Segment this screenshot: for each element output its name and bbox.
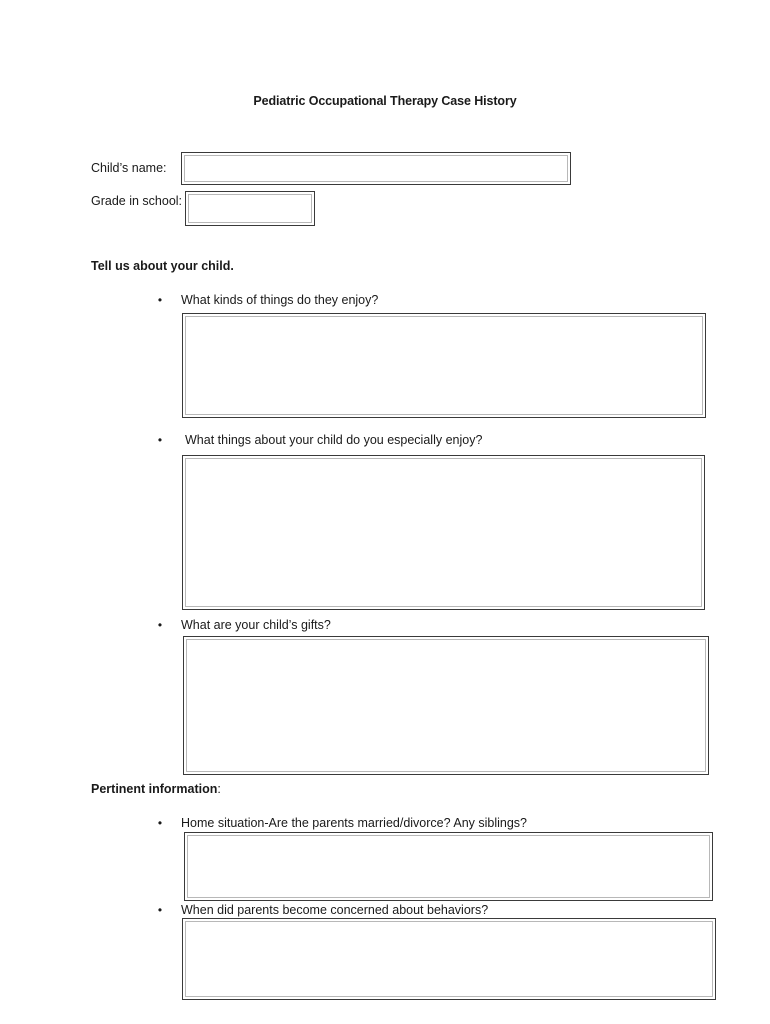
- childs-name-field[interactable]: [181, 152, 571, 185]
- home-situation-field[interactable]: [184, 832, 713, 901]
- section-heading-colon: :: [217, 782, 221, 796]
- grade-field[interactable]: [185, 191, 315, 226]
- concerned-field[interactable]: [182, 918, 716, 1000]
- childs-name-label: Child’s name:: [91, 161, 167, 175]
- question-gifts-label: What are your child’s gifts?: [181, 618, 331, 632]
- bullet: •: [157, 903, 163, 917]
- especially-enjoy-field[interactable]: [182, 455, 705, 610]
- bullet: •: [157, 618, 163, 632]
- form-title: Pediatric Occupational Therapy Case History: [253, 94, 517, 108]
- section-heading-tell-us: Tell us about your child.: [91, 259, 234, 273]
- grade-label: Grade in school:: [91, 194, 183, 208]
- section-heading-pertinent-text: Pertinent information: [91, 782, 218, 796]
- gifts-field[interactable]: [183, 636, 709, 775]
- bullet: •: [157, 433, 163, 447]
- bullet: •: [157, 293, 163, 307]
- question-concerned-label: When did parents become concerned about behaviors?: [181, 903, 489, 917]
- question-home-situation-label: Home situation-Are the parents married/divorce? Any siblings?: [181, 816, 528, 830]
- enjoy-field[interactable]: [182, 313, 706, 418]
- question-especially-enjoy-label: What things about your child do you especially enjoy?: [185, 433, 483, 447]
- question-enjoy-label: What kinds of things do they enjoy?: [181, 293, 379, 307]
- bullet: •: [157, 816, 163, 830]
- section-heading-pertinent: [91, 782, 221, 796]
